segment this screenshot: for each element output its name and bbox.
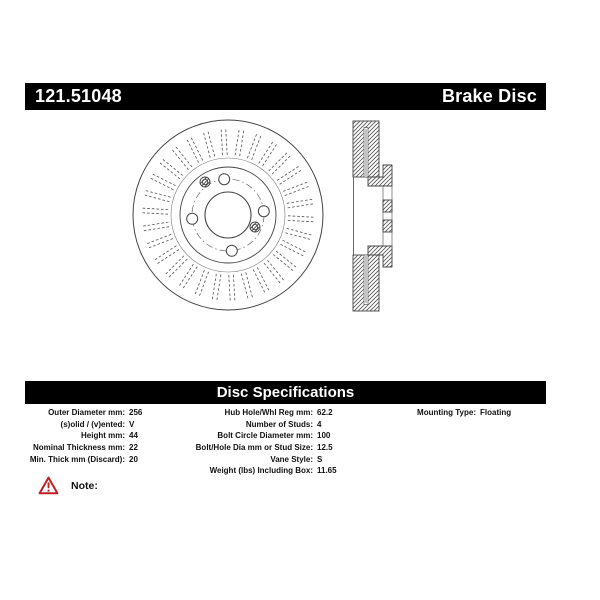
bolt-circle [192, 179, 264, 251]
stud-holes [187, 174, 270, 257]
spec-value: 22 [129, 443, 138, 453]
spec-label: Hub Hole/Whl Reg mm: [224, 408, 313, 417]
set-screw-holes [200, 177, 260, 232]
vent-slot-line [253, 270, 265, 294]
product-name: Brake Disc [441, 86, 537, 106]
spec-row [190, 419, 337, 431]
spec-label: Bolt Circle Diameter mm: [217, 431, 313, 441]
vent-slot-line [159, 162, 180, 179]
disc-front-view [133, 120, 323, 310]
stud-hole [187, 213, 198, 224]
spec-label: Bolt/Hole Dia mm or Stud Size: [195, 443, 313, 453]
vent-slot-line [229, 275, 231, 302]
vent-slot-line [288, 220, 315, 222]
spec-value: 20 [129, 454, 138, 464]
spec-row [190, 442, 337, 454]
spec-row [25, 430, 142, 442]
vent-slot-line [152, 174, 176, 186]
vent-slot-line [141, 213, 168, 215]
vent-slot-line [191, 136, 203, 160]
spec-row [25, 407, 142, 419]
set-screw-hole [250, 222, 260, 232]
section-flange-block [383, 200, 392, 212]
vent-slot-line [145, 190, 171, 197]
stud-hole [219, 174, 230, 185]
spec-value: 44 [129, 431, 138, 441]
vent-slots [141, 128, 315, 302]
vent-slot-line [285, 186, 310, 196]
vent-slot-line [252, 135, 262, 160]
vent-slot-line [247, 133, 257, 158]
vent-slot-line [283, 182, 308, 192]
spec-value: Floating [480, 408, 512, 417]
spec-label: Outer Diameter mm: [48, 408, 125, 417]
vent-slot-line [235, 129, 239, 156]
spec-column-middle [190, 407, 337, 477]
vent-slot-line [240, 129, 244, 156]
vent-slot-line [146, 234, 171, 244]
vent-slot-line [165, 256, 184, 275]
vent-slot-line [142, 222, 169, 226]
vent-slot-line [195, 270, 205, 295]
vent-slot-line [233, 275, 235, 302]
spec-value: V [129, 419, 135, 429]
warning-triangle-icon [38, 476, 59, 495]
spec-section-title-bar [25, 381, 546, 404]
vent-slot-line [288, 216, 315, 218]
spec-value: 4 [317, 419, 322, 429]
section-flange-block [383, 220, 392, 232]
spec-row [25, 419, 142, 431]
spec-label: Weight (lbs) Including Box: [209, 466, 313, 476]
vent-slot-line [226, 128, 228, 155]
spec-value: 256 [129, 408, 143, 417]
stud-hole [258, 206, 269, 217]
vent-slot-line [141, 208, 168, 210]
vent-slot-line [217, 275, 221, 302]
vent-slot-line [203, 132, 210, 158]
spec-label: Height mm: [81, 431, 125, 441]
note-label: Note: [71, 479, 98, 492]
spec-label: Vane Style: [270, 454, 313, 464]
stud-hole [226, 245, 237, 256]
spec-row [366, 407, 511, 419]
spec-value: 62.2 [317, 408, 333, 417]
spec-row [25, 442, 142, 454]
vent-slot-line [168, 259, 187, 278]
vent-slot-line [149, 178, 173, 190]
technical-drawing [0, 105, 600, 335]
part-number: 121.51048 [35, 86, 122, 106]
spec-row [190, 454, 337, 466]
vent-slot-line [221, 128, 223, 155]
spec-label: Nominal Thickness mm: [32, 443, 125, 453]
vent-slot-line [280, 244, 304, 256]
set-screw-hole [200, 177, 210, 187]
vent-slot-line [288, 204, 315, 208]
spec-column-right [366, 407, 511, 419]
vent-slot-line [264, 263, 281, 284]
vent-slot-line [187, 139, 199, 163]
vent-slot-line [285, 233, 311, 240]
spec-row [190, 465, 337, 477]
spec-column-left [25, 407, 142, 465]
vent-slot-line [269, 152, 288, 171]
vent-slot-line [212, 274, 216, 301]
spec-value: S [317, 454, 323, 464]
vent-slot-line [272, 155, 291, 174]
disc-section-view [353, 121, 392, 311]
spec-value: 11.65 [317, 466, 337, 476]
vent-slot-line [199, 272, 209, 297]
note-section [38, 476, 98, 495]
outer-diameter-circle [133, 120, 323, 310]
spec-value: 12.5 [317, 443, 333, 453]
vent-slot-line [276, 251, 297, 268]
vent-slot-line [287, 199, 314, 203]
spec-row [190, 407, 337, 419]
spec-value: 100 [317, 431, 331, 441]
spec-label: Min. Thick mm (Discard): [29, 454, 125, 464]
vent-slot-line [283, 240, 307, 252]
vent-slot-line [257, 267, 269, 291]
vent-slot-line [148, 239, 173, 249]
spec-label: Mounting Type: [417, 408, 476, 417]
spec-label: Number of Studs: [245, 419, 313, 429]
spec-label: (s)olid / (v)ented: [60, 419, 125, 429]
spec-row [25, 454, 142, 466]
vent-slot-line [175, 146, 192, 167]
spec-section-title: Disc Specifications [216, 384, 355, 401]
spec-row [190, 430, 337, 442]
vent-slot-line [142, 227, 169, 231]
vent-slot-line [246, 272, 253, 298]
hub-hole-circle [205, 192, 251, 238]
